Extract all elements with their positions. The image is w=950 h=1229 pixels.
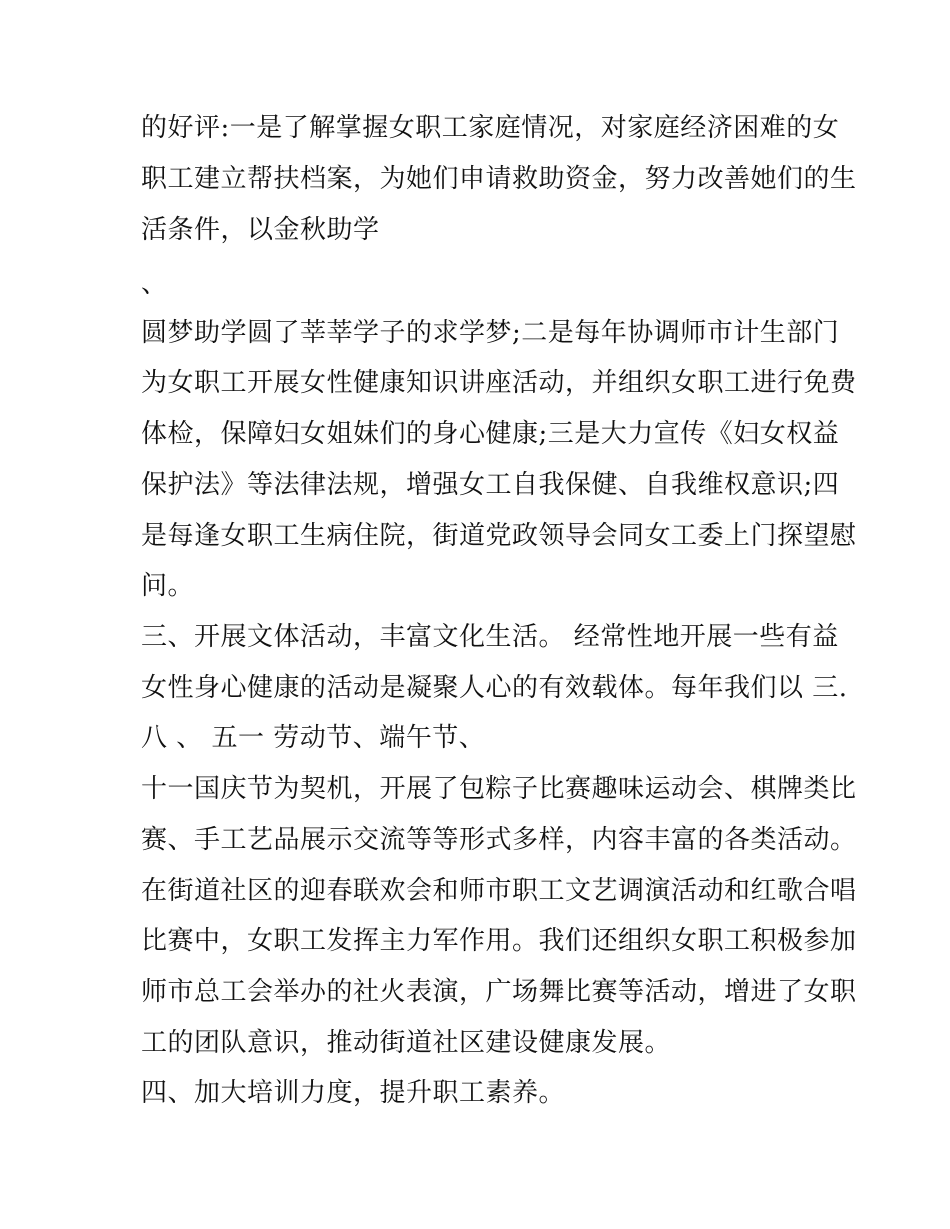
text-line: 四、加大培训力度，提升职工素养。 — [141, 1078, 566, 1108]
text-line: 八 、 五一 劳动节、端午节、 — [141, 723, 486, 753]
text-line: 工的团队意识，推动街道社区建设健康发展。 — [141, 1028, 672, 1058]
text-line: 师市总工会举办的社火表演，广场舞比赛等活动，增进了女职 — [141, 977, 857, 1007]
text-line: 体检，保障妇女姐妹们的身心健康;三是大力宣传《妇女权益 — [141, 419, 840, 449]
text-line: 赛、手工艺品展示交流等等形式多样，内容丰富的各类活动。 — [141, 825, 857, 855]
text-line: 十一国庆节为契机，开展了包粽子比赛趣味运动会、棋牌类比 — [141, 774, 857, 804]
text-line: 活条件，以金秋助学 — [141, 215, 380, 245]
text-line: 为女职工开展女性健康知识讲座活动，并组织女职工进行免费 — [141, 368, 857, 398]
text-line: 在街道社区的迎春联欢会和师市职工文艺调演活动和红歌合唱 — [141, 876, 857, 906]
text-line: 女性身心健康的活动是凝聚人心的有效载体。每年我们以 三. — [141, 673, 848, 703]
text-line: 保护法》等法律法规，增强女工自我保健、自我维权意识;四 — [141, 470, 840, 500]
text-line: 三、开展文体活动，丰富文化生活。 经常性地开展一些有益 — [141, 622, 839, 652]
text-line: 职工建立帮扶档案，为她们申请救助资金，努力改善她们的生 — [141, 164, 857, 194]
text-line: 、 — [141, 269, 168, 299]
text-line: 比赛中，女职工发挥主力军作用。我们还组织女职工积极参加 — [141, 926, 857, 956]
text-line: 的好评:一是了解掌握女职工家庭情况，对家庭经济困难的女 — [141, 113, 840, 143]
text-line: 是每逢女职工生病住院，街道党政领导会同女工委上门探望慰 — [141, 521, 857, 551]
text-line: 问。 — [141, 571, 195, 601]
text-line: 圆梦助学圆了莘莘学子的求学梦;二是每年协调师市计生部门 — [141, 318, 840, 348]
